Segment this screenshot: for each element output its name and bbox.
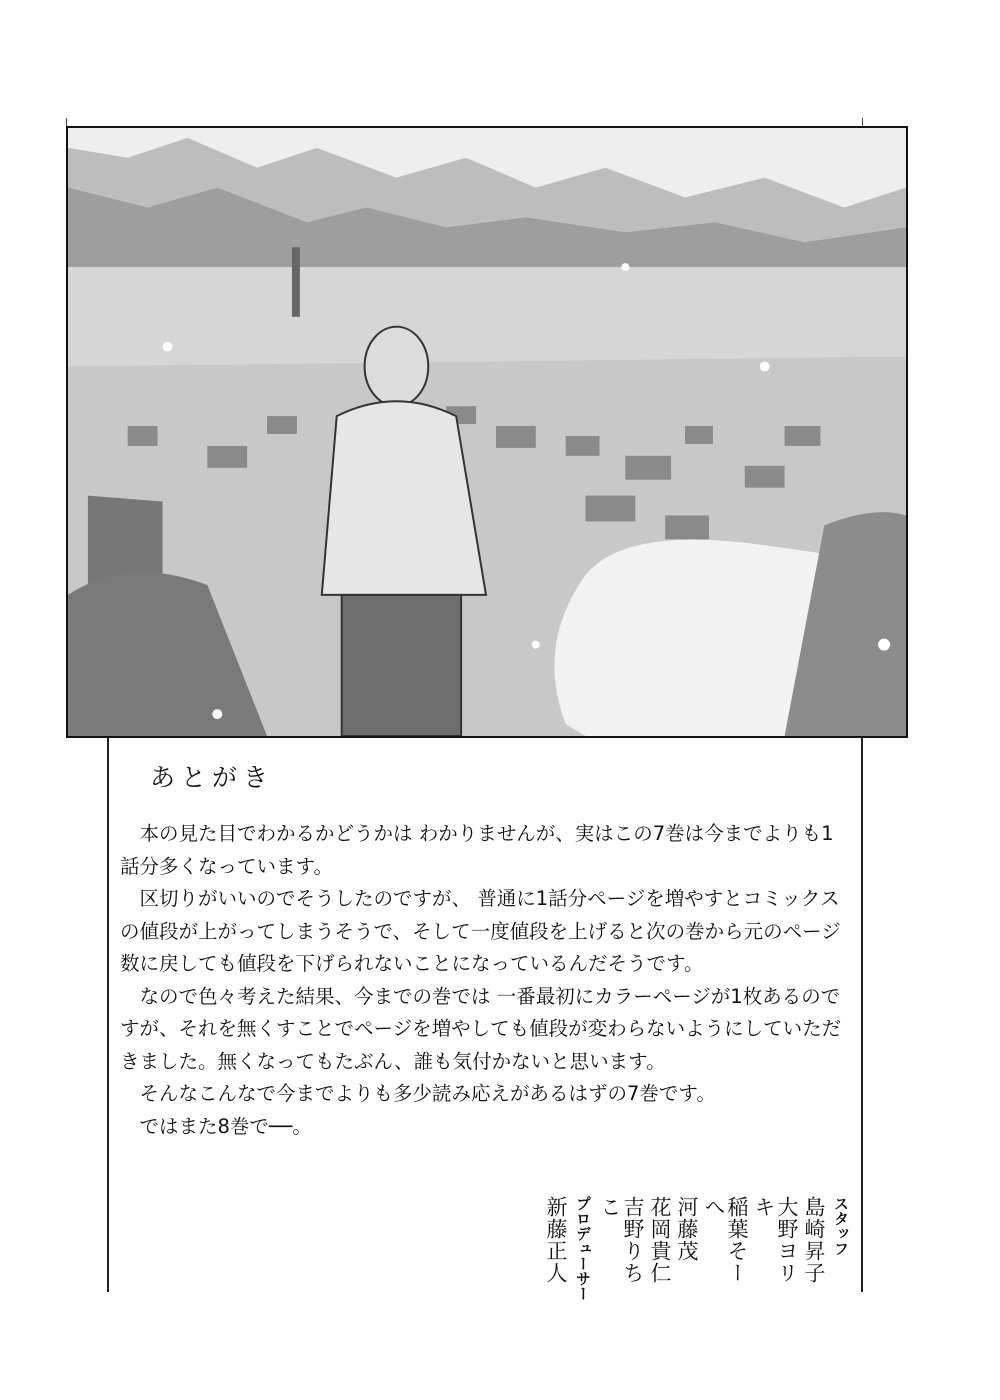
figure-trousers: [342, 595, 461, 736]
tower: [292, 247, 300, 317]
paragraph: ではまた8巻で──。: [139, 1114, 312, 1138]
paragraph: そんなこんなで今までよりも多少読み応えがあるはずの7巻です。: [139, 1082, 716, 1105]
staff-name: 大野ヨリキ: [752, 1196, 799, 1284]
frame-border-right: [861, 738, 863, 1292]
illustration-artwork: [68, 128, 906, 736]
afterword-title: あとがき: [150, 763, 275, 792]
staff-name: 花岡貴仁: [648, 1196, 672, 1284]
staff-name: 吉野りちこ: [598, 1196, 645, 1284]
staff-name: 島崎昇子: [802, 1196, 826, 1284]
figure-head: [365, 327, 429, 406]
staff-credits: [544, 1196, 852, 1302]
frame-border-left: [107, 738, 109, 1292]
afterword-body: [120, 818, 850, 1143]
staff-heading: スタッフ: [832, 1196, 850, 1256]
staff-name: 河藤茂: [675, 1196, 699, 1262]
producer-name: 新藤正人: [544, 1196, 568, 1284]
producer-heading: プロデューサー: [574, 1196, 592, 1301]
snow-town-illustration: [66, 126, 908, 738]
paragraph: なので色々考えた結果、今までの巻では 一番最初にカラーページが1枚あるのですが、それを無くすことでページを増やしても値段が変わらないようにしていただきました。無くなってもたぶん、誰も気付かないと思います。: [120, 984, 842, 1073]
paragraph: 本の見た目でわかるかどうかは わかりませんが、実はこの7巻は今までよりも1話分多くなっています。: [120, 822, 834, 878]
staff-name: 稲葉そーへ: [702, 1196, 749, 1284]
paragraph: 区切りがいいのでそうしたのですが、 普通に1話分ページを増やすとコミックスの値段が上がってしまうそうで、そして一度値段を上げると次の巻から元のページ数に戻しても値段を下げられないことになっているんだそうです。: [120, 887, 841, 975]
